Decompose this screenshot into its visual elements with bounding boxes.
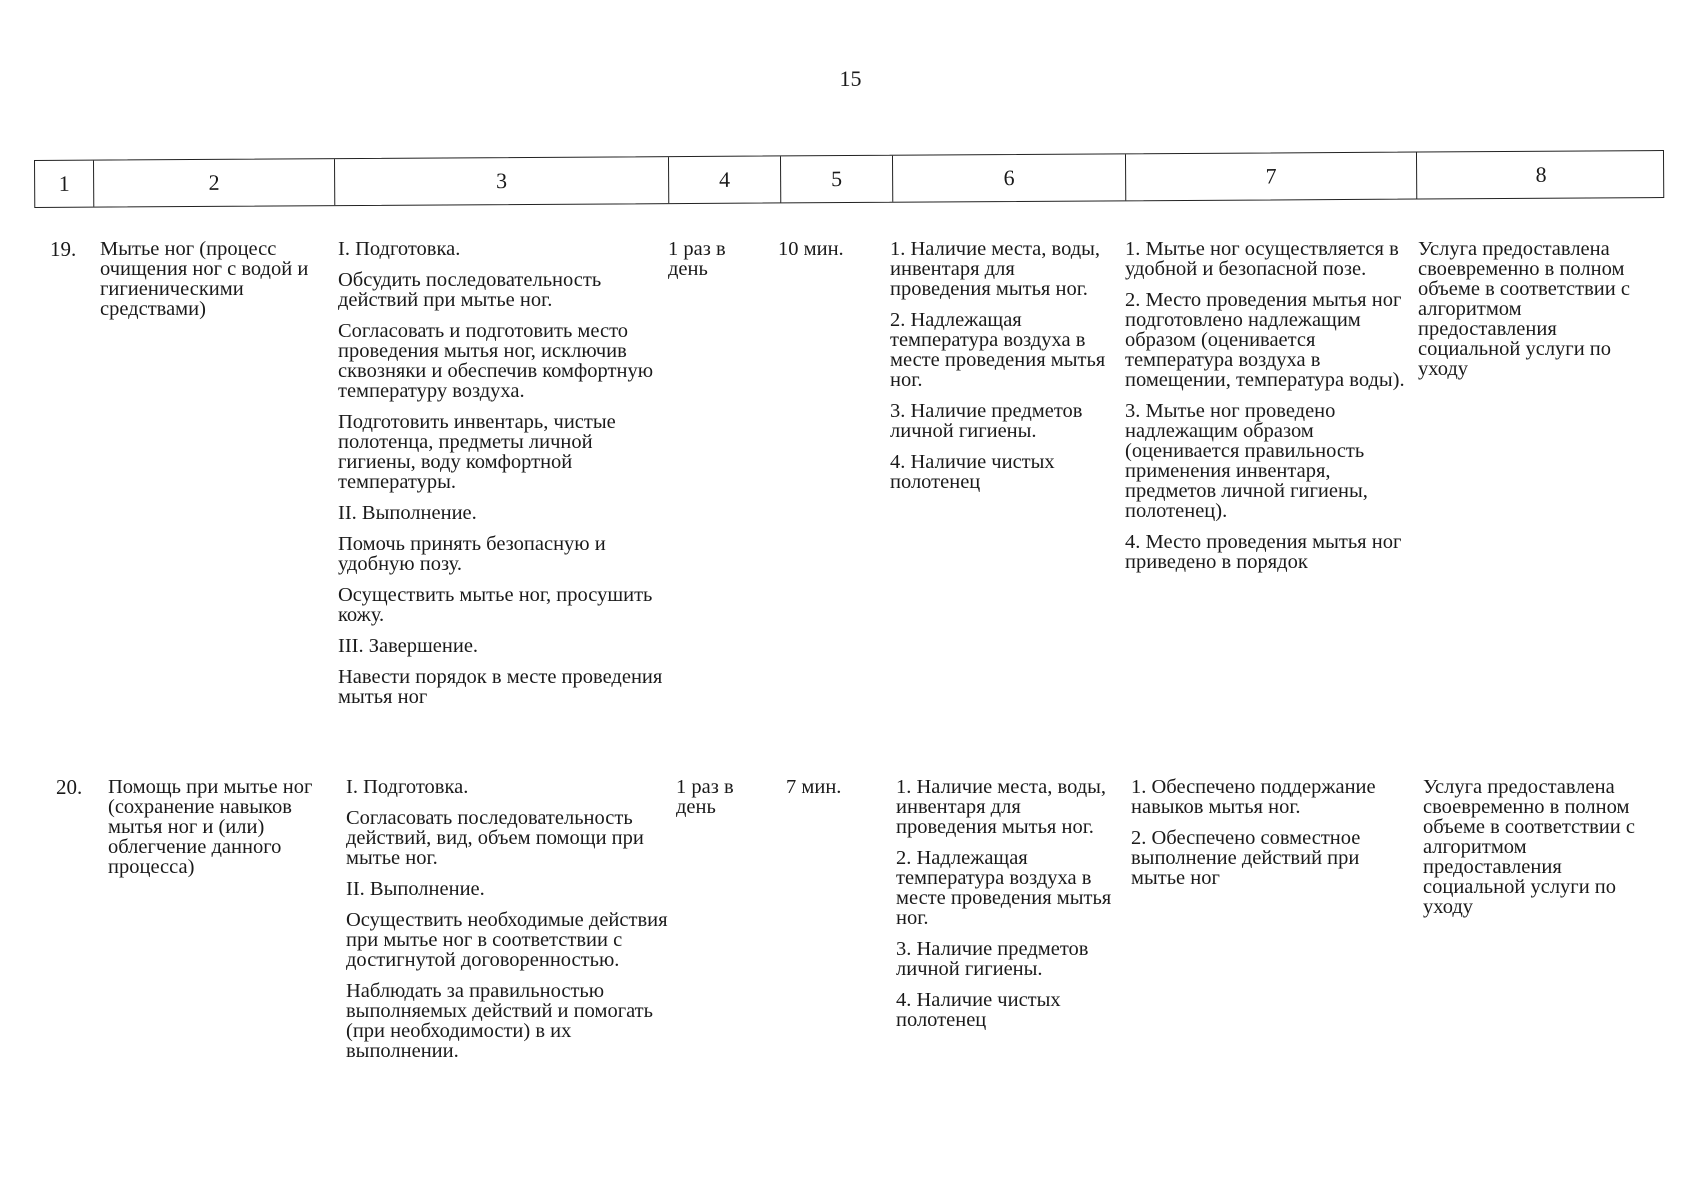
procedure-step: Согласовать последовательность действий, вид, объем помощи при мытье ног. [346, 807, 644, 869]
procedure-step: Согласовать и подготовить место проведения мытья ног, исключив сквозняки и обеспечив комфортную температуру воздуха. [338, 320, 654, 402]
condition-item: 2. Надлежащая температура воздуха в месте проведения мытья ног. [896, 847, 1112, 929]
conditions-cell [896, 777, 1121, 1030]
conditions-cell [890, 239, 1115, 492]
duration: 10 мин. [778, 238, 844, 260]
row-number: 19. [50, 237, 77, 261]
service-name: Мытье ног (процесс очищения ног с водой и гигиеническими средствами) [100, 238, 309, 320]
condition-item: 2. Надлежащая температура воздуха в месте проведения мытья ног. [890, 309, 1106, 391]
indicator-item: 4. Место проведения мытья ног приведено в порядок [1125, 531, 1402, 573]
procedure-step: III. Завершение. [338, 635, 479, 657]
procedure-cell [338, 239, 668, 707]
frequency: 1 раз в день [676, 776, 734, 818]
procedure-step: Наблюдать за правильностью выполняемых действий и помогать (при необходимости) в их выполнении. [346, 980, 653, 1062]
condition-item: 1. Наличие места, воды, инвентаря для проведения мытья ног. [896, 776, 1107, 838]
condition-item: 3. Наличие предметов личной гигиены. [896, 938, 1089, 980]
condition-item: 3. Наличие предметов личной гигиены. [890, 400, 1083, 442]
column-header-3: 3 [334, 157, 668, 205]
procedure-cell [346, 777, 668, 1061]
procedure-step: Осуществить мытье ног, просушить кожу. [338, 584, 653, 626]
indicator-item: 2. Обеспечено совместное выполнение действий при мытье ног [1131, 827, 1361, 889]
column-header-8: 8 [1416, 151, 1665, 199]
procedure-step: II. Выполнение. [338, 502, 477, 524]
indicator-item: 1. Мытье ног осуществляется в удобной и безопасной позе. [1125, 238, 1399, 280]
indicators-cell [1125, 239, 1407, 572]
procedure-step: Навести порядок в месте проведения мытья ног [338, 666, 663, 708]
result-cell: Услуга предоставлена своевременно в полном объеме в соответствии с алгоритмом предоставления социальной услуги по уходу [1418, 238, 1630, 380]
column-header-4: 4 [668, 156, 780, 203]
result-cell: Услуга предоставлена своевременно в полном объеме в соответствии с алгоритмом предоставления социальной услуги по уходу [1423, 776, 1635, 918]
condition-item: 1. Наличие места, воды, инвентаря для проведения мытья ног. [890, 238, 1101, 300]
table-header-row [34, 150, 1664, 208]
procedure-step: Осуществить необходимые действия при мытье ног в соответствии с достигнутой договоренностью. [346, 909, 668, 971]
column-header-1: 1 [58, 170, 70, 196]
frequency: 1 раз в день [668, 238, 726, 280]
indicators-cell [1131, 777, 1413, 888]
service-name: Помощь при мытье ног (сохранение навыков мытья ног и (или) облегчение данного процесса) [108, 776, 313, 878]
procedure-step: Помочь принять безопасную и удобную позу. [338, 533, 606, 575]
condition-item: 4. Наличие чистых полотенец [890, 451, 1055, 493]
column-header-2: 2 [93, 159, 334, 206]
duration: 7 мин. [786, 776, 842, 798]
column-header-5: 5 [780, 156, 892, 203]
indicator-item: 3. Мытье ног проведено надлежащим образом (оценивается правильность применения инвентаря, предметов личной гигиены, полотенец). [1125, 400, 1368, 522]
column-header-6: 6 [892, 154, 1125, 201]
indicator-item: 1. Обеспечено поддержание навыков мытья ног. [1131, 776, 1376, 818]
procedure-step: II. Выполнение. [346, 878, 485, 900]
procedure-step: Подготовить инвентарь, чистые полотенца, предметы личной гигиены, воду комфортной температуры. [338, 411, 616, 493]
procedure-step: Обсудить последовательность действий при мытье ног. [338, 269, 602, 311]
indicator-item: 2. Место проведения мытья ног подготовлено надлежащим образом (оценивается температура воздуха в помещении, температура воды). [1125, 289, 1405, 391]
page-number: 15 [839, 66, 862, 91]
procedure-step: I. Подготовка. [338, 238, 461, 260]
condition-item: 4. Наличие чистых полотенец [896, 989, 1061, 1031]
procedure-step: I. Подготовка. [346, 776, 469, 798]
column-header-7: 7 [1125, 153, 1416, 201]
row-number: 20. [56, 775, 83, 799]
